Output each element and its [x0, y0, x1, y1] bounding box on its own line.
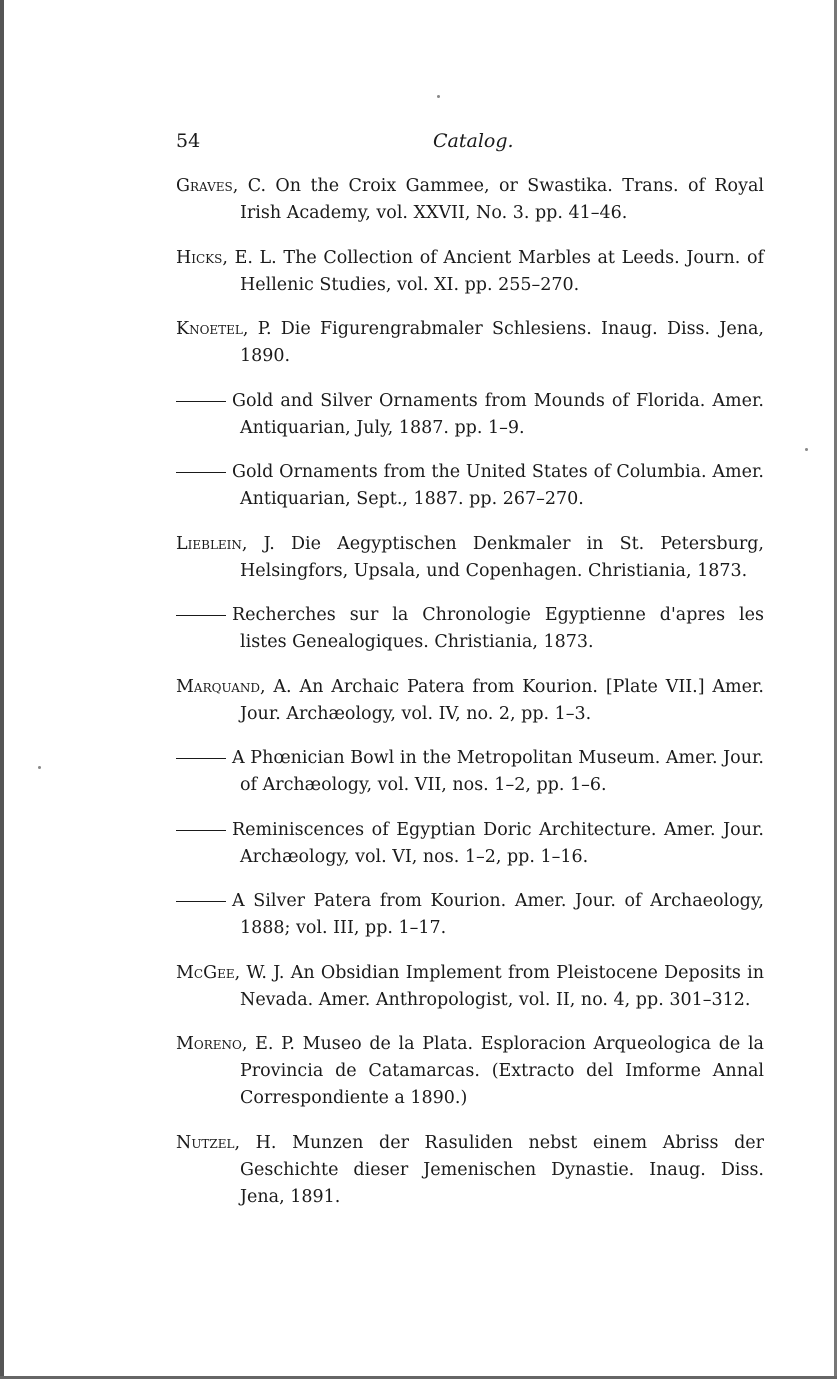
catalog-entry-list	[176, 173, 764, 1222]
entry-author: McGee, W. J.	[176, 962, 285, 983]
entry-text: An Obsidian Implement from Pleistocene Deposits in Nevada. Amer. Anthropologist, vol. II, no. 4, pp. 301–312.	[240, 962, 764, 1010]
catalog-entry	[176, 602, 764, 656]
entry-author: Graves, C.	[176, 176, 267, 196]
entry-text: Reminiscences of Egyptian Doric Architecture. Amer. Jour. Archæology, vol. VI, nos. 1–2, pp. 1–16.	[232, 819, 764, 867]
catalog-entry	[176, 173, 764, 227]
running-title: Catalog.	[433, 130, 514, 152]
entry-author: Knoetel, P.	[176, 319, 272, 339]
entry-text: Museo de la Plata. Esploracion Arqueologica de la Provincia de Catamarcas. (Extracto del Imforme Annal Correspondiente a 1890.)	[240, 1034, 764, 1108]
entry-text: The Collection of Ancient Marbles at Leeds. Journ. of Hellenic Studies, vol. XI. pp. 255–270.	[240, 247, 764, 295]
page-edge-left	[0, 0, 4, 1379]
catalog-entry	[176, 316, 764, 370]
entry-text: A Phœnician Bowl in the Metropolitan Museum. Amer. Jour. of Archæology, vol. VII, nos. 1–2, pp. 1–6.	[232, 748, 764, 795]
catalog-entry	[176, 459, 764, 513]
entry-text: Gold Ornaments from the United States of Columbia. Amer. Antiquarian, Sept., 1887. pp. 267–270.	[232, 462, 764, 509]
page-number: 54	[176, 130, 201, 152]
entry-text: Gold and Silver Ornaments from Mounds of Florida. Amer. Antiquarian, July, 1887. pp. 1–9.	[232, 390, 764, 438]
entry-author: Moreno, E. P.	[176, 1034, 295, 1054]
paper-speck	[437, 95, 440, 98]
catalog-entry	[176, 1031, 764, 1112]
catalog-entry	[176, 531, 764, 585]
ditto-dash	[176, 901, 226, 902]
ditto-dash	[176, 615, 226, 616]
entry-text: On the Croix Gammee, or Swastika. Trans. of Royal Irish Academy, vol. XXVII, No. 3. pp. 41–46.	[240, 176, 764, 223]
paper-speck	[38, 766, 41, 769]
catalog-entry	[176, 1130, 764, 1211]
entry-text: An Archaic Patera from Kourion. [Plate VII.] Amer. Jour. Archæology, vol. IV, no. 2, pp. 1–3.	[240, 676, 764, 724]
catalog-entry	[176, 245, 764, 299]
entry-text: A Silver Patera from Kourion. Amer. Jour. of Archaeology, 1888; vol. III, pp. 1–17.	[232, 891, 764, 938]
catalog-entry	[176, 888, 764, 942]
catalog-entry	[176, 674, 764, 728]
entry-author: Hicks, E. L.	[176, 247, 277, 268]
entry-author: Marquand, A.	[176, 676, 292, 697]
catalog-entry	[176, 960, 764, 1014]
entry-text: Munzen der Rasuliden nebst einem Abriss der Geschichte dieser Jemenischen Dynastie. Inaug. Diss. Jena, 1891.	[240, 1132, 764, 1207]
entry-author: Lieblein, J.	[176, 533, 275, 554]
ditto-dash	[176, 472, 226, 473]
ditto-dash	[176, 758, 226, 759]
ditto-dash	[176, 830, 226, 831]
paper-speck	[805, 448, 808, 451]
entry-text: Die Figurengrabmaler Schlesiens. Inaug. Diss. Jena, 1890.	[240, 319, 764, 366]
catalog-entry	[176, 745, 764, 799]
ditto-dash	[176, 401, 226, 402]
entry-text: Die Aegyptischen Denkmaler in St. Petersburg, Helsingfors, Upsala, und Copenhagen. Christiania, 1873.	[240, 533, 764, 581]
catalog-entry	[176, 388, 764, 442]
entry-text: Recherches sur la Chronologie Egyptienne d'apres les listes Genealogiques. Christiania, 1873.	[232, 605, 764, 652]
catalog-entry	[176, 817, 764, 871]
entry-author: Nutzel, H.	[176, 1132, 277, 1153]
